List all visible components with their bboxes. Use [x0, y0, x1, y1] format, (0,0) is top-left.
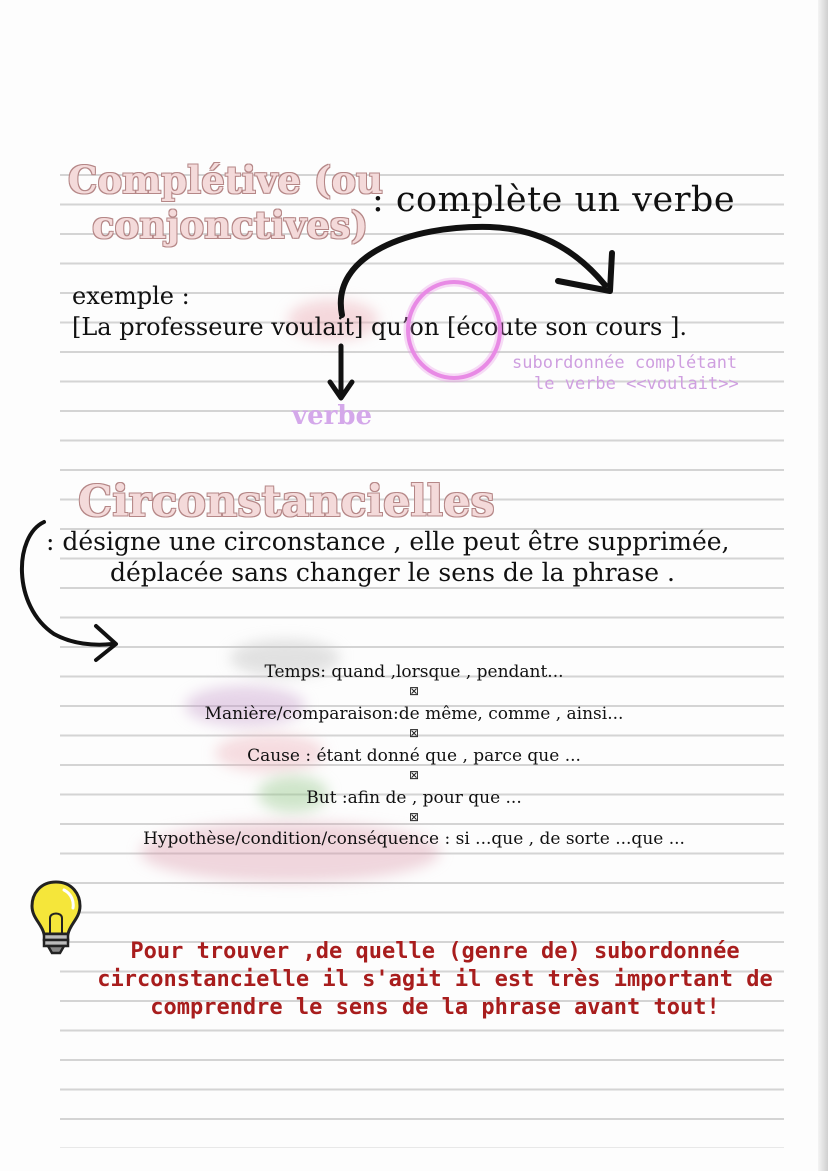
- tip-line2: circonstancielle il s'agit il est très important de: [97, 967, 773, 992]
- separator-icon: ⊠: [408, 810, 420, 824]
- example-sentence: [La professeure voulait] qu’on [écoute son cours ].: [72, 313, 687, 341]
- circonstancielles-title: Circonstancielles: [78, 477, 495, 527]
- completive-title-line2: conjonctives): [92, 203, 369, 247]
- tip-line1: Pour trouver ,de quelle (genre de) subordonnée: [130, 939, 740, 964]
- highlight-circle: [402, 276, 506, 384]
- circonstancielles-definition-line1: : désigne une circonstance , elle peut être supprimée,: [46, 527, 730, 556]
- category-temps: Temps: quand ,lorsque , pendant...: [264, 662, 564, 682]
- subordinate-note-line1: subordonnée complétant: [512, 353, 738, 373]
- category-maniere: Manière/comparaison:de même, comme , ainsi...: [204, 704, 624, 724]
- example-label: exemple :: [72, 282, 190, 310]
- completive-definition: : complète un verbe: [372, 180, 736, 220]
- tip-line3: comprendre le sens de la phrase avant tout!: [150, 995, 720, 1020]
- category-cause: Cause : étant donné que , parce que ...: [247, 746, 581, 766]
- completive-title-line1: Complétive (ou: [68, 158, 383, 202]
- separator-icon: ⊠: [408, 684, 420, 698]
- category-hypothese: Hypothèse/condition/conséquence : si ...que , de sorte ...que ...: [143, 829, 685, 849]
- down-arrow-icon: [324, 342, 358, 404]
- verb-label: verbe: [292, 401, 373, 431]
- separator-icon: ⊠: [408, 726, 420, 740]
- tip-box: [40, 938, 828, 1022]
- separator-icon: ⊠: [408, 768, 420, 782]
- curved-arrow-icon-2: [14, 516, 126, 666]
- circonstancielles-definition-line2: déplacée sans changer le sens de la phrase .: [110, 558, 675, 587]
- subordinate-note-line2: le verbe <<voulait>>: [534, 374, 739, 394]
- category-but: But :afin de , pour que ...: [306, 788, 522, 808]
